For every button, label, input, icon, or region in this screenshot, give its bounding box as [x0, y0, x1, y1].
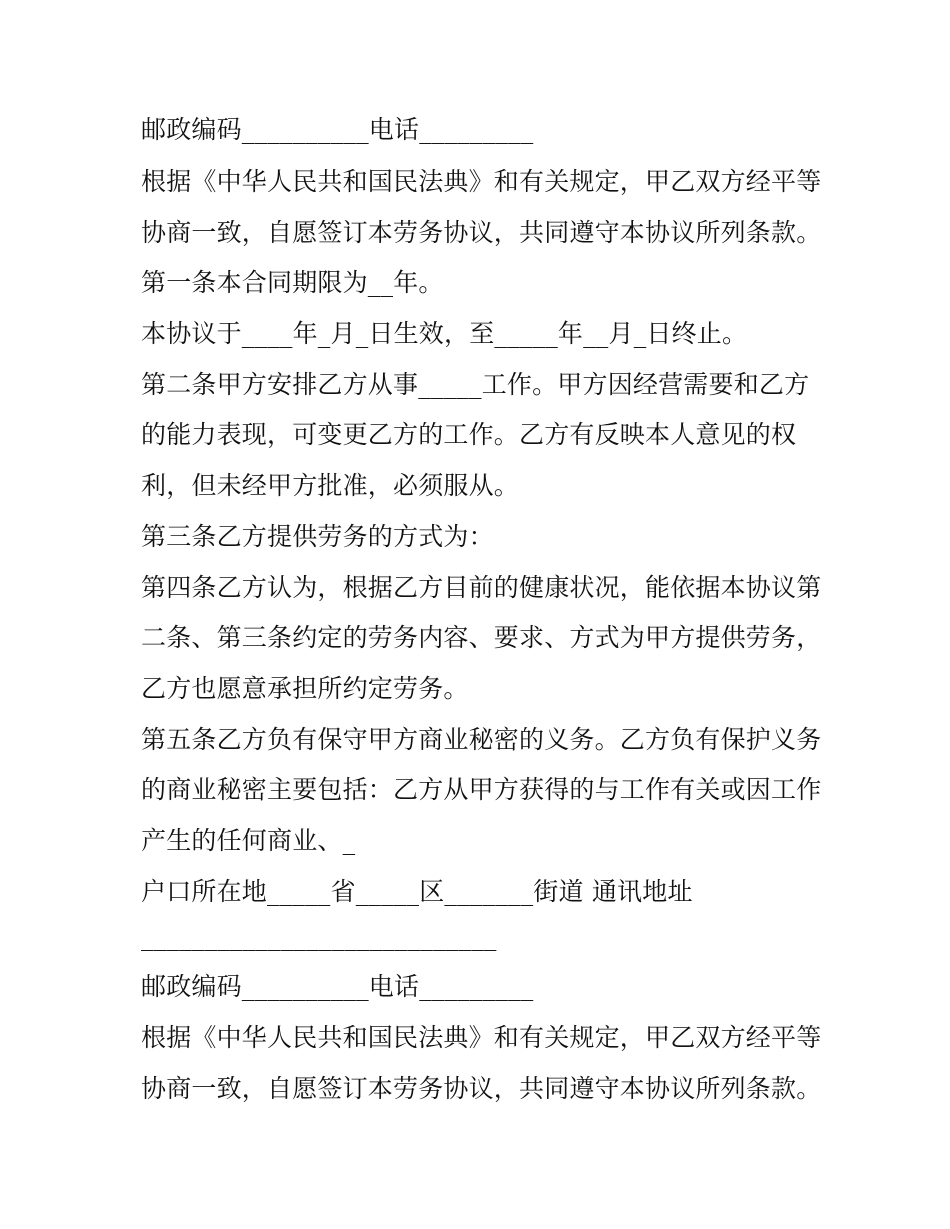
text-line: 第二条甲方安排乙方从事_____工作。甲方因经营需要和乙方 [141, 370, 810, 399]
text-line: 利，但未经甲方批准，必须服从。 [141, 471, 520, 500]
text-line: 本协议于____年_月_日生效，至_____年__月_日终止。 [141, 319, 748, 348]
text-line: 产生的任何商业、_ [141, 826, 356, 855]
text-line: 第四条乙方认为，根据乙方目前的健康状况，能依据本协议第 [141, 573, 822, 602]
text-line: 乙方也愿意承担所约定劳务。 [141, 674, 469, 703]
text-line: 的能力表现，可变更乙方的工作。乙方有反映本人意见的权 [141, 420, 797, 449]
text-line: 根据《中华人民共和国民法典》和有关规定，甲乙双方经平等 [141, 1023, 822, 1052]
text-line: 第一条本合同期限为__年。 [141, 268, 444, 297]
text-line: 的商业秘密主要包括：乙方从甲方获得的与工作有关或因工作 [141, 775, 822, 804]
text-line: 协商一致，自愿签订本劳务协议，共同遵守本协议所列条款。 [141, 218, 822, 247]
text-line: 户口所在地_____省_____区_______街道 通讯地址 [141, 877, 693, 906]
text-line: 第五条乙方负有保守甲方商业秘密的义务。乙方负有保护义务 [141, 725, 822, 754]
text-line: 协商一致，自愿签订本劳务协议，共同遵守本协议所列条款。 [141, 1074, 822, 1103]
text-line: ____________________________ [141, 922, 497, 951]
text-line: 二条、第三条约定的劳务内容、要求、方式为甲方提供劳务， [141, 623, 822, 652]
text-line: 邮政编码__________电话_________ [141, 115, 534, 144]
text-line: 根据《中华人民共和国民法典》和有关规定，甲乙双方经平等 [141, 167, 822, 196]
text-line: 第三条乙方提供劳务的方式为： [141, 522, 494, 551]
text-line: 邮政编码__________电话_________ [141, 972, 534, 1001]
